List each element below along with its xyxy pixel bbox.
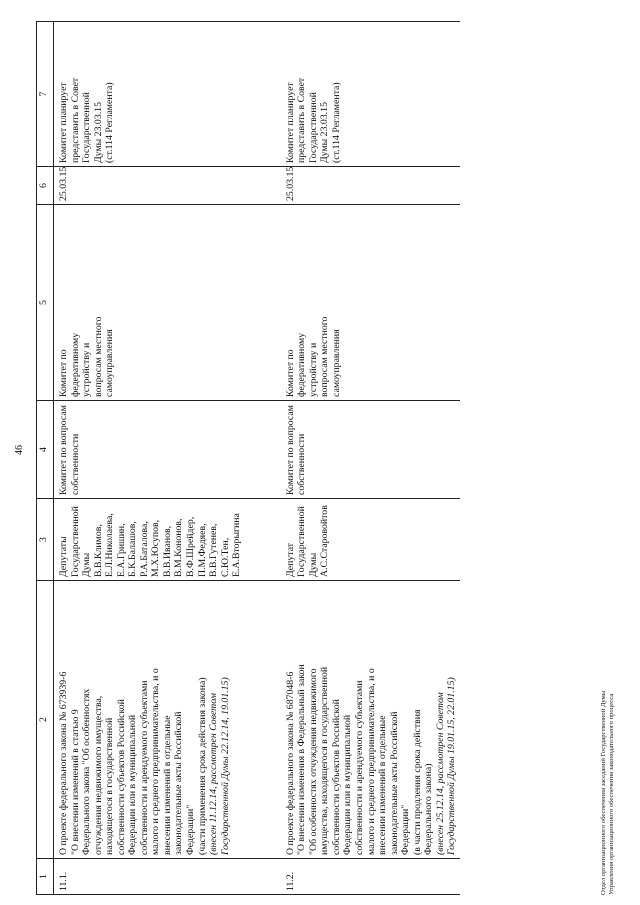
footer [600,691,616,895]
co-committee-line: федеративному [296,332,308,397]
bill-title-line: малого и среднего предпринимательства, и о [365,668,377,855]
column-header-5: 5 [37,205,54,401]
notes-line: Думы 23.03.15 [319,102,331,163]
column-header-6: 6 [37,167,54,205]
initiator-line: Депутаты [58,536,69,577]
notes-line: (ст.114 Регламента) [330,82,342,163]
bill-title-line: Федерации или в муниципальной [342,714,354,855]
bill-title-line: законодательные акты Российской [173,711,185,855]
bill-title-line: собственности и арендуемого субъектами [138,680,150,855]
initiator-line: Государственной [69,506,81,577]
bill-title-line: собственности субъектов Российской [330,699,342,855]
bill-title-line: малого и среднего предпринимательства, и о [150,668,162,855]
column-header-4: 4 [37,401,54,499]
bill-title-line: внесении изменений в отдельные [161,715,173,855]
initiator-line: Е.Л.Николаева, [104,513,116,577]
bill-title-line: "Об особенностях отчуждения недвижимого [307,668,319,855]
initiator-line: Е.А.Вторыгина [231,513,243,577]
notes-line: Комитет планирует [284,82,296,163]
bill-title-line: Федерального закона) [423,763,435,855]
initiator-line: Государственной [296,506,308,577]
bill-title-line: Федерации" [400,804,412,855]
bill-title-line: "О внесении изменения в Федеральный закон [296,664,308,855]
bill-status-note: (внесен 11.12.14, рассмотрен Советом [208,692,220,855]
review-date: 25.03.15 [58,166,69,201]
initiator-line: Е.А.Гришин, [115,523,127,577]
footer-line-department: Отдел организационного обеспечения заседаний Государственной Думы [600,690,607,895]
committee-cell [54,401,245,499]
bill-status-note: (внесен 25.12.14, рассмотрен Советом [434,692,446,855]
co-committee-line: федеративному [69,332,81,397]
column-header-3: 3 [37,499,54,581]
initiator-line: С.Ю.Тен, [219,537,231,577]
initiator-line: В.М.Кононов, [173,518,185,577]
bill-title-line: О проекте федерального закона № 673939-6 [58,671,69,855]
initiator-line: В.Ф.Шрейдер, [185,516,197,577]
notes-line: представить в Совет [69,77,81,163]
item-number-cell [245,859,460,895]
notes-line: Государственной [81,92,93,163]
initiators-cell [245,499,460,581]
page-number: 46 [14,445,25,455]
notes-line: Государственной [307,92,319,163]
initiator-line: В.В.Климов, [92,524,104,577]
co-committee-cell [54,205,245,401]
co-committee-line: вопросам местного [92,316,104,397]
bill-title-line: Федерации или в муниципальной [127,714,139,855]
bill-title-line: "О внесении изменений в статью 9 [69,709,81,855]
initiator-line: В.В.Гутенев, [208,523,220,577]
initiator-line: Думы [81,552,93,577]
notes-cell [245,22,460,167]
date-cell [245,167,460,205]
co-committee-line: Комитет по [58,349,69,397]
item-number: 11.2. [284,871,296,891]
notes-cell [54,22,245,167]
notes-line: Комитет планирует [58,82,69,163]
bill-status-note: Государственной Думы 19.01.15, 22.01.15) [446,677,458,855]
review-date: 25.03.15 [284,166,296,201]
initiator-line: М.Х.Юсупов, [150,519,162,577]
column-header-2: 2 [37,581,54,859]
initiator-line: Б.К.Балашов, [127,521,139,577]
bill-title-line: О проекте федерального закона № 687048-6 [284,671,296,855]
bill-status-note: Государственной Думы 22.12.14, 19.01.15) [219,677,231,855]
bill-title-line: Федерального закона "Об особенностях [81,688,93,855]
co-committee-line: вопросам местного [319,316,331,397]
initiator-line: П.М.Федяев, [196,523,208,577]
co-committee-line: самоуправления [104,329,116,397]
table-row [245,22,460,895]
date-cell [54,167,245,205]
table-body [54,22,460,895]
bill-title-line: находящегося в государственной [104,717,116,855]
agenda-table [36,21,460,895]
footer-line-directorate: Управления организационного обеспечения законодательного процесса [607,693,615,895]
column-header-1: 1 [37,859,54,895]
bill-title-line: отчуждения недвижимого имущества, [92,695,104,855]
table-row [54,22,245,895]
co-committee-line: устройству и [307,342,319,397]
initiator-line: А.С.Старовойтов [319,505,331,577]
bill-title-line: собственности и арендуемого субъектами [354,680,366,855]
bill-title-line: (части применения срока действия закона) [196,677,208,855]
co-committee-line: устройству и [81,342,93,397]
bill-title-line: внесении изменений в отдельные [377,715,389,855]
notes-line: (ст.114 Регламента) [104,82,116,163]
bill-title-line: Федерации" [185,804,197,855]
committee-cell [245,401,460,499]
bill-title-line: (в части продления срока действия [411,709,423,855]
committee-line: собственности [296,433,308,495]
bill-title-cell [54,581,245,859]
notes-line: Думы 23.03.15 [92,102,104,163]
committee-line: Комитет по вопросам [284,405,296,495]
initiator-line: В.В.Иванов, [161,525,173,577]
header-row [37,22,54,895]
bill-title-line: имущества, находящегося в государственной [319,666,331,855]
initiator-line: Р.А.Баталова, [138,521,150,577]
bill-title-line: собственности субъектов Российской [115,699,127,855]
bill-title-line: законодательные акты Российской [388,711,400,855]
item-number-cell [54,859,245,895]
initiator-line: Думы [307,552,319,577]
initiator-line: Депутат [284,542,296,577]
notes-line: представить в Совет [296,77,308,163]
item-number: 11.1. [58,871,69,891]
committee-line: собственности [69,433,81,495]
co-committee-line: Комитет по [284,349,296,397]
co-committee-cell [245,205,460,401]
co-committee-line: самоуправления [330,329,342,397]
initiators-cell [54,499,245,581]
committee-line: Комитет по вопросам [58,405,69,495]
bill-title-cell [245,581,460,859]
column-header-7: 7 [37,22,54,167]
